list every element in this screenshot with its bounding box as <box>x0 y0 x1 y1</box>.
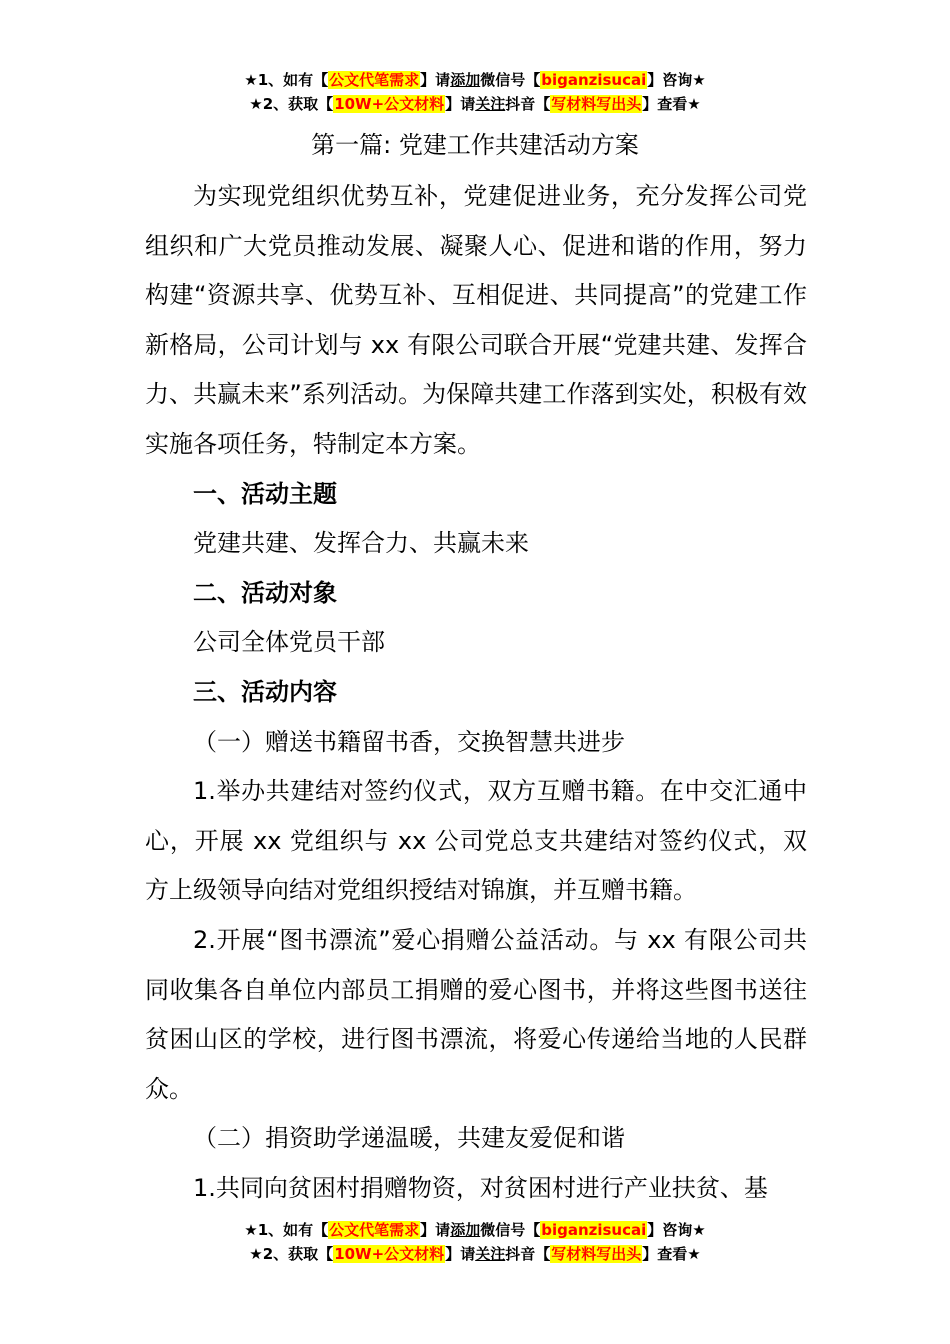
section-heading-theme: 一、活动主题 <box>193 479 337 508</box>
intro-paragraph: 为实现党组织优势互补，党建促进业务，充分发挥公司党组织和广大党员推动发展、凝聚人心、促进和谐的作用，努力构建“资源共享、优势互补、互相促进、共同提高”的党建工作新格局，公司计划与 xx 有限公司联合开展“党建共建、发挥合力、共赢未来”系列活动。为保障共建工作落到实处，积极有效实施各项任务，特制定本方案。 <box>145 182 807 458</box>
banner-line-2: ★2、获取【10W+公文材料】请关注抖音【写材料写出头】查看★ <box>249 95 701 113</box>
document-title: 第一篇: 党建工作共建活动方案 <box>311 131 639 159</box>
footer-line-2: ★2、获取【10W+公文材料】请关注抖音【写材料写出头】查看★ <box>249 1245 701 1263</box>
section-heading-target: 二、活动对象 <box>193 578 337 607</box>
footer-line-1: ★1、如有【公文代笔需求】请添加微信号【biganzisucai】咨询★ <box>244 1221 706 1239</box>
highlight-service: 公文代笔需求 <box>329 71 420 89</box>
theme-text: 党建共建、发挥合力、共赢未来 <box>193 529 529 558</box>
header-banner <box>0 68 950 116</box>
footer-highlight-douyin-account: 写材料写出头 <box>551 1245 642 1263</box>
highlight-douyin-account: 写材料写出头 <box>551 95 642 113</box>
banner-line-1: ★1、如有【公文代笔需求】请添加微信号【biganzisucai】咨询★ <box>244 71 706 89</box>
section-heading-content: 三、活动内容 <box>193 677 337 706</box>
footer-highlight-materials: 10W+公文材料 <box>334 1245 445 1263</box>
target-text: 公司全体党员干部 <box>193 628 385 657</box>
highlight-materials: 10W+公文材料 <box>334 95 445 113</box>
footer-highlight-wechat-id: biganzisucai <box>541 1221 647 1239</box>
subsection-heading-1: （一）赠送书籍留书香，交换智慧共进步 <box>193 727 625 756</box>
content-item-1-1: 1.举办共建结对签约仪式，双方互赠书籍。在中交汇通中心，开展 xx 党组织与 xx 公司党总支共建结对签约仪式，双方上级领导向结对党组织授结对锦旗，并互赠书籍。 <box>145 777 807 905</box>
subsection-heading-2: （二）捐资助学递温暖，共建友爱促和谐 <box>193 1124 625 1153</box>
footer-highlight-service: 公文代笔需求 <box>329 1221 420 1239</box>
footer-banner <box>0 1218 950 1266</box>
highlight-wechat-id: biganzisucai <box>541 71 647 89</box>
document-body <box>145 172 807 1213</box>
content-item-2-1: 1.共同向贫困村捐赠物资，对贫困村进行产业扶贫、基 <box>193 1173 768 1202</box>
content-item-1-2: 2.开展“图书漂流”爱心捐赠公益活动。与 xx 有限公司共同收集各自单位内部员工捐赠的爱心图书，并将这些图书送往贫困山区的学校，进行图书漂流，将爱心传递给当地的人民群众。 <box>145 925 807 1103</box>
